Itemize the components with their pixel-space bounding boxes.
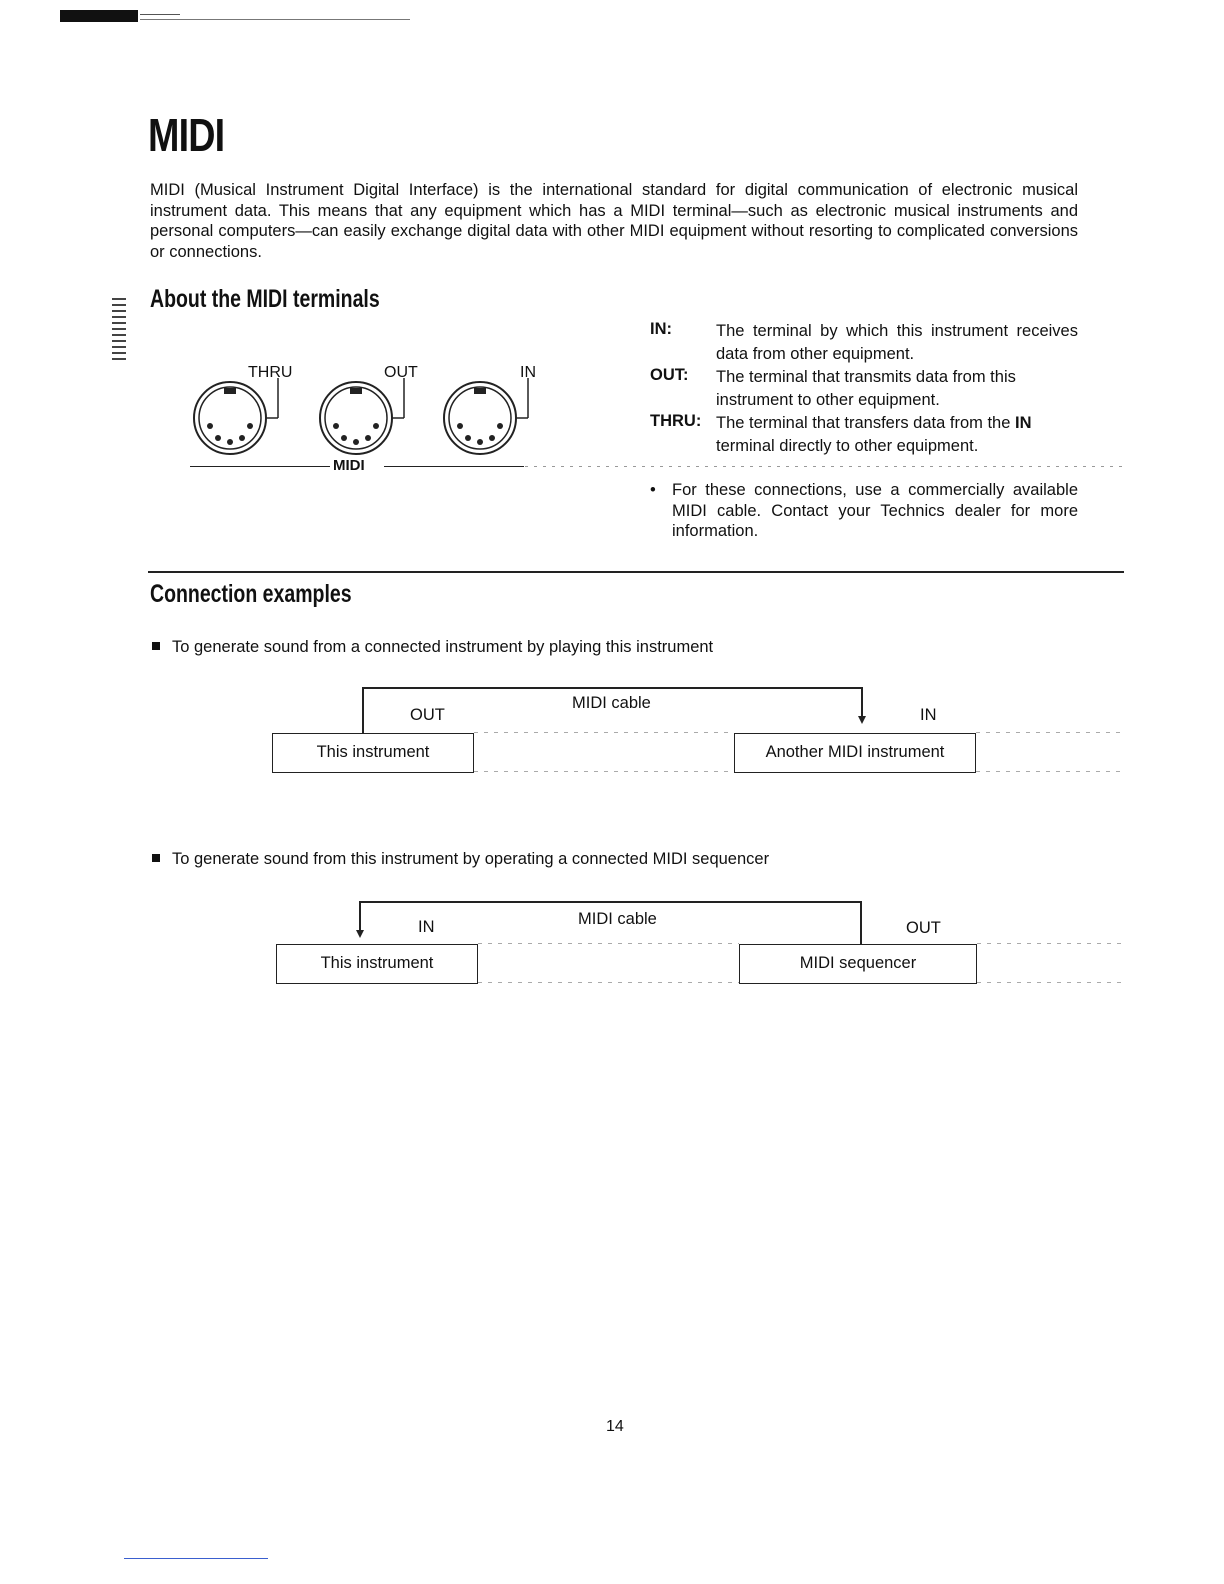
scan-artifact-rule <box>140 14 180 15</box>
ex2-right-port-label: OUT <box>906 919 941 937</box>
ex2-arrow-down-icon <box>356 930 364 938</box>
ex1-arrow-down-icon <box>858 716 866 724</box>
ex2-cable-right-drop <box>860 901 862 945</box>
ex1-cable-left-drop <box>362 687 364 733</box>
square-bullet-icon <box>152 854 160 862</box>
ex1-dotted-right <box>976 732 1126 733</box>
definition-term-out: OUT: <box>650 366 689 384</box>
ex2-midi-sequencer-box: MIDI sequencer <box>739 944 977 984</box>
square-bullet-icon <box>152 642 160 650</box>
ex1-dotted-bottom <box>474 771 734 772</box>
scan-artifact-dotted-line <box>525 466 1125 467</box>
ex1-cable-top <box>362 687 862 689</box>
example-1-caption-text: To generate sound from a connected instrument by playing this instrument <box>172 638 714 656</box>
scan-artifact-bottom-rule <box>124 1558 268 1559</box>
midi-group-label: MIDI <box>333 457 365 474</box>
port-label-in: IN <box>520 364 536 381</box>
ex2-left-port-label: IN <box>418 918 435 936</box>
ex1-cable-right-drop <box>861 687 863 717</box>
midi-group-line-right <box>384 466 524 467</box>
definition-text-thru <box>716 412 1078 458</box>
ex1-another-instrument-box: Another MIDI instrument <box>734 733 976 773</box>
intro-paragraph: MIDI (Musical Instrument Digital Interface) is the international standard for digital communication of electronic musical instrument data. This means that any equipment which has a MIDI terminal—such as electronic musical instruments and personal computers—can easily exchange digital data with other MIDI equipment without resorting to complicated conversions or connections. <box>150 181 1078 261</box>
definition-text-thru-in: IN <box>1014 414 1032 432</box>
definition-text-thru-end: terminal directly to other equipment. <box>716 437 979 455</box>
definition-text-thru-start: The terminal that transfers data from the <box>716 414 1011 432</box>
page-title: MIDI <box>148 109 225 161</box>
scan-artifact-ticks <box>112 298 126 360</box>
ex1-left-port-label: OUT <box>410 706 445 724</box>
thru-connector-icon <box>194 378 278 454</box>
definition-term-in: IN: <box>650 320 672 338</box>
note-bullet: • <box>650 481 656 499</box>
ex2-this-instrument-box: This instrument <box>276 944 478 984</box>
ex2-cable-label: MIDI cable <box>578 910 657 928</box>
midi-connectors-figure <box>180 378 550 464</box>
definition-text-in: The terminal by which this instrument receives data from other equipment. <box>716 322 1078 363</box>
ex1-dotted-top <box>474 732 734 733</box>
page-number: 14 <box>606 1418 624 1435</box>
connection-heading: Connection examples <box>150 580 352 608</box>
ex2-dotted-right <box>977 943 1127 944</box>
scan-artifact-bar <box>60 10 138 22</box>
midi-group-line-left <box>190 466 330 467</box>
port-label-thru: THRU <box>248 364 293 381</box>
definition-text-out: The terminal that transmits data from this instrument to other equipment. <box>716 368 1016 409</box>
example-2-caption <box>152 850 769 869</box>
ex2-cable-top <box>359 901 861 903</box>
ex1-right-port-label: IN <box>920 706 937 724</box>
example-1-caption <box>152 638 713 657</box>
ex1-cable-label: MIDI cable <box>572 694 651 712</box>
note-text: For these connections, use a commercially available MIDI cable. Contact your Technics dealer for more information. <box>672 481 1078 540</box>
scan-artifact-rule <box>140 19 410 20</box>
ex1-dotted-right-bottom <box>976 771 1126 772</box>
ex2-dotted-bottom <box>478 982 739 983</box>
example-2-caption-text: To generate sound from this instrument by operating a connected MIDI sequencer <box>172 850 770 868</box>
in-connector-icon <box>444 378 528 454</box>
ex2-dotted-right-bottom <box>977 982 1127 983</box>
about-heading: About the MIDI terminals <box>150 285 380 313</box>
ex1-this-instrument-box: This instrument <box>272 733 474 773</box>
definition-term-thru: THRU: <box>650 412 702 430</box>
section-divider <box>148 571 1124 573</box>
out-connector-icon <box>320 378 404 454</box>
port-label-out: OUT <box>384 364 418 381</box>
ex2-dotted-top <box>478 943 739 944</box>
ex2-cable-left-drop <box>359 901 361 931</box>
